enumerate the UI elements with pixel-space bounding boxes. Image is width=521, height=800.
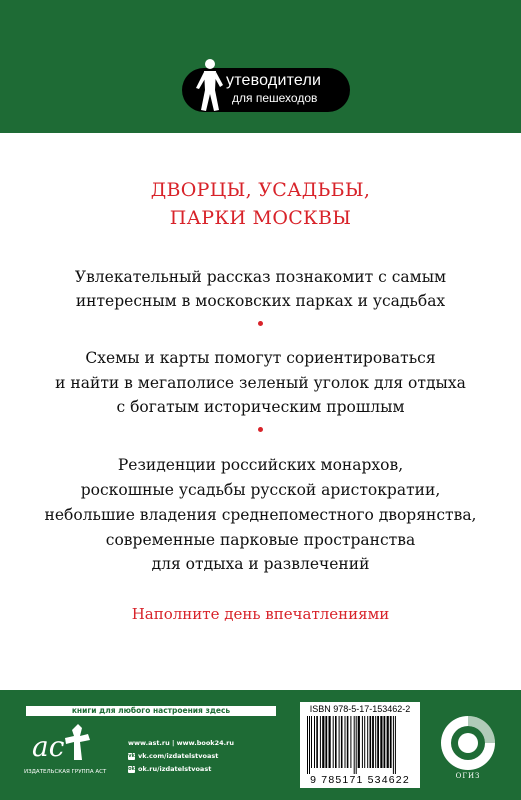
- barcode-bar: [387, 716, 389, 768]
- barcode-bar: [367, 716, 368, 768]
- svg-text:ac: ac: [32, 730, 65, 763]
- imprint-name: ОГИЗ: [455, 772, 481, 780]
- blurb-2-line2: и найти в мегаполисе зеленый уголок для отдыха: [55, 374, 466, 392]
- barcode-bar: [362, 716, 363, 768]
- vk-icon: vk: [128, 753, 135, 759]
- ok-icon: ok: [128, 766, 135, 772]
- separator-dot: [258, 427, 263, 432]
- isbn-number: ISBN 978-5-17-153462-2: [309, 704, 411, 714]
- barcode-bar: [311, 716, 312, 768]
- barcode-bar: [325, 716, 327, 768]
- publisher-links: [128, 737, 234, 776]
- ast-logo: [30, 722, 94, 764]
- barcode-bar: [380, 716, 382, 768]
- ok-link-row: [128, 763, 234, 776]
- ok-link[interactable]: ok.ru/izdatelstvoast: [138, 765, 212, 773]
- tagline: Наполните день впечатлениями: [131, 605, 390, 623]
- barcode-bar: [341, 716, 343, 768]
- blurb-3-line1: Резиденции российских монархов,: [117, 456, 404, 474]
- barcode-bar: [395, 716, 396, 774]
- barcode-bar: [322, 716, 324, 768]
- website-links: [128, 737, 234, 750]
- barcode-bar: [350, 716, 351, 768]
- separator-dot: [258, 321, 263, 326]
- blurb-1-line2: интересным в московских парках и усадьбах: [75, 292, 446, 310]
- ean-digits: 9 785171 534622: [310, 774, 410, 786]
- vk-link-row: [128, 750, 234, 763]
- barcode-bar: [370, 716, 372, 768]
- blurb-3-line5: для отдыха и развлечений: [151, 555, 370, 573]
- vk-link[interactable]: vk.com/izdatelstvoast: [138, 752, 219, 760]
- ogiz-logo: [437, 712, 499, 774]
- mood-strip: книги для любого настроения здесь: [26, 706, 276, 716]
- book-title-line1: ДВОРЦЫ, УСАДЬБЫ,: [150, 179, 371, 201]
- barcode-bar: [329, 716, 331, 768]
- barcode-bar: [372, 716, 374, 768]
- blurb-3-line2: роскошные усадьбы русской аристократии,: [80, 481, 441, 499]
- publisher-caption: ИЗДАТЕЛЬСКАЯ ГРУППА АСТ: [24, 769, 107, 775]
- barcode-bar: [339, 716, 340, 768]
- barcode-bar: [358, 716, 360, 768]
- series-logo-line1: утеводители: [226, 72, 322, 89]
- barcode-bar: [345, 716, 346, 768]
- barcode-bar: [333, 716, 334, 768]
- barcode-bars: [304, 716, 416, 774]
- barcode-bar: [347, 716, 349, 768]
- barcode-bar: [384, 716, 386, 768]
- barcode-bar: [316, 716, 318, 768]
- barcode-bar: [375, 716, 376, 768]
- barcode-bar: [320, 716, 321, 768]
- series-logo-line2: для пешеходов: [232, 91, 318, 105]
- barcode-bar: [309, 716, 310, 774]
- barcode-bar: [354, 716, 355, 774]
- pedestrian-icon: [186, 58, 230, 120]
- blurb-3-line4: современные парковые пространства: [105, 531, 416, 549]
- barcode-bar: [335, 716, 337, 768]
- barcode-bar: [390, 716, 392, 768]
- barcode-bar: [314, 716, 315, 768]
- book-title-line2: ПАРКИ МОСКВЫ: [169, 207, 352, 229]
- blurb-2-line1: Схемы и карты помогут сориентироваться: [85, 349, 436, 367]
- blurb-2-line3: с богатым историческим прошлым: [116, 398, 405, 416]
- blurb-3-line3: небольшие владения среднепоместного дворянства,: [44, 506, 477, 524]
- barcode-bar: [393, 716, 394, 774]
- barcode-bar: [364, 716, 365, 768]
- barcode-panel: [300, 702, 420, 788]
- blurb-1-line1: Увлекательный рассказ познакомит с самым: [74, 268, 447, 286]
- website-links-text[interactable]: www.ast.ru | www.book24.ru: [128, 739, 234, 747]
- series-logo: [182, 58, 350, 120]
- barcode-bar: [377, 716, 379, 768]
- barcode-bar: [307, 716, 308, 774]
- barcode-bar: [356, 716, 357, 774]
